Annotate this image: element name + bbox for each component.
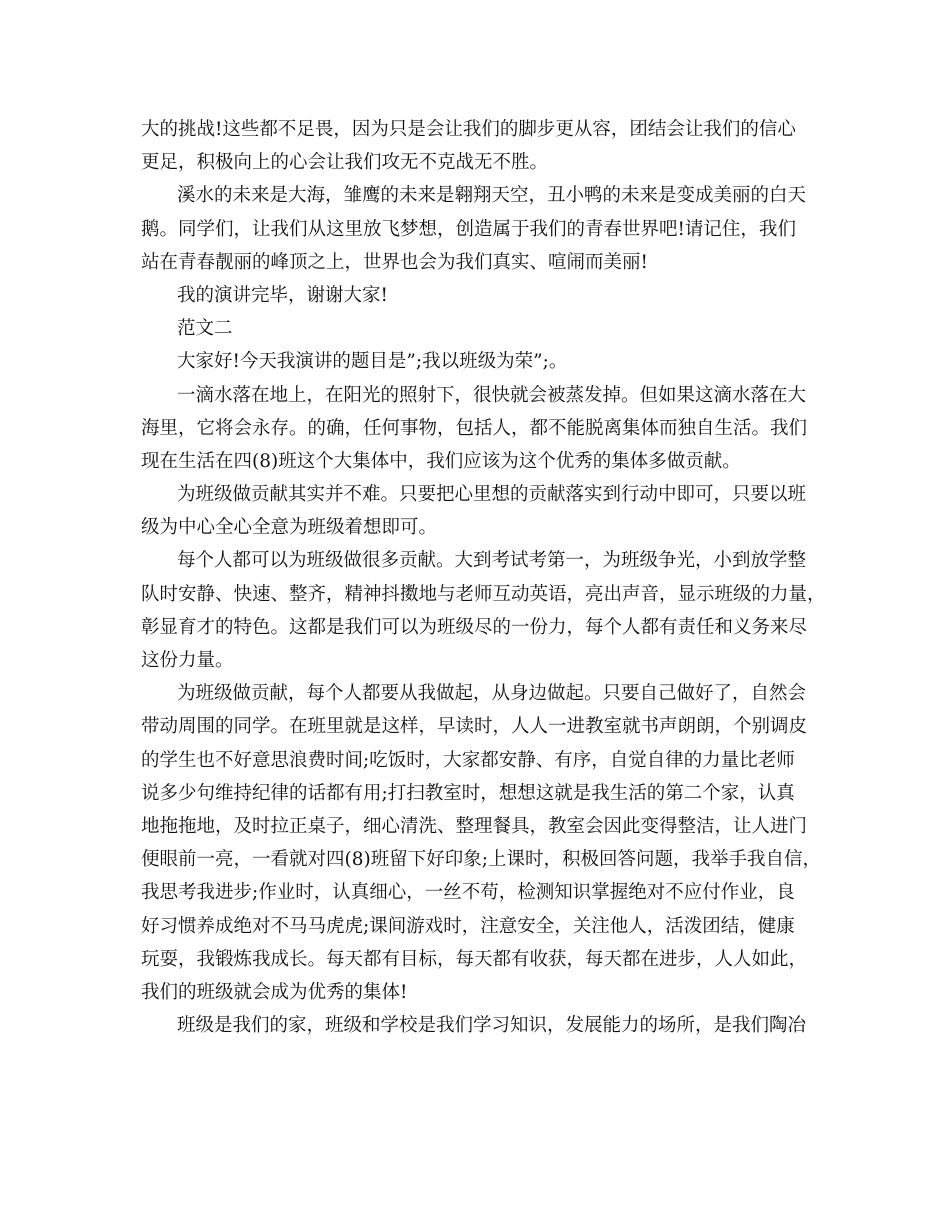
text-line: 范文二 xyxy=(177,318,233,340)
text-line: 我思考我进步;作业时，认真细心，一丝不苟，检测知识掌握绝对不应付作业，良 xyxy=(141,882,795,904)
text-line: 便眼前一亮，一看就对四(8)班留下好印象;上课时，积极回答问题，我举手我自信， xyxy=(141,849,821,871)
text-line: 溪水的未来是大海，雏鹰的未来是翱翔天空，丑小鸭的未来是变成美丽的白天 xyxy=(177,185,807,207)
text-line: 彰显育才的特色。这都是我们可以为班级尽的一份力，每个人都有责任和义务来尽 xyxy=(141,616,808,638)
text-line: 地拖拖地，及时拉正桌子，细心清洗、整理餐具，教室会因此变得整洁，让人进门 xyxy=(141,815,808,837)
text-line: 更足，积极向上的心会让我们攻无不克战无不胜。 xyxy=(141,152,549,174)
text-line: 大的挑战!这些都不足畏，因为只是会让我们的脚步更从容，团结会让我们的信心 xyxy=(141,119,796,140)
text-line: 好习惯养成绝对不马马虎虎;课间游戏时，注意安全，关注他人，活泼团结，健康 xyxy=(141,915,795,937)
text-line: 海里，它将会永存。的确，任何事物，包括人，都不能脱离集体而独自生活。我们 xyxy=(141,417,808,439)
text-line: 大家好!今天我演讲的题目是”;我以班级为荣”;。 xyxy=(177,351,568,373)
text-line: 说多少句维持纪律的话都有用;打扫教室时，想想这就是我生活的第二个家，认真 xyxy=(141,782,795,804)
text-line: 站在青春靓丽的峰顶之上，世界也会为我们真实、喧闹而美丽! xyxy=(141,251,648,273)
text-line: 我们的班级就会成为优秀的集体! xyxy=(141,981,408,1003)
text-line: 玩耍，我锻炼我成长。每天都有目标，每天都有收获，每天都在进步，人人如此， xyxy=(141,948,808,970)
text-line: 的学生也不好意思浪费时间;吃饭时，大家都安静、有序，自觉自律的力量比老师 xyxy=(141,749,795,771)
text-line: 队时安静、快速、整齐，精神抖擞地与老师互动英语，亮出声音，显示班级的力量， xyxy=(141,583,826,605)
text-line: 级为中心全心全意为班级着想即可。 xyxy=(141,517,438,539)
text-line: 每个人都可以为班级做很多贡献。大到考试考第一，为班级争光，小到放学整 xyxy=(177,550,807,572)
text-line: 这份力量。 xyxy=(141,650,234,671)
document-body xyxy=(141,113,831,1042)
text-line: 我的演讲完毕，谢谢大家! xyxy=(177,284,388,306)
text-line: 带动周围的同学。在班里就是这样，早读时，人人一进教室就书声朗朗，个别调皮 xyxy=(141,716,808,738)
text-line: 班级是我们的家，班级和学校是我们学习知识，发展能力的场所，是我们陶冶 xyxy=(177,1015,807,1037)
text-line: 一滴水落在地上，在阳光的照射下，很快就会被蒸发掉。但如果这滴水落在大 xyxy=(177,384,807,406)
text-line: 为班级做贡献，每个人都要从我做起，从身边做起。只要自己做好了，自然会 xyxy=(177,683,807,705)
text-line: 现在生活在四(8)班这个大集体中，我们应该为这个优秀的集体多做贡献。 xyxy=(141,450,741,472)
text-line: 为班级做贡献其实并不难。只要把心里想的贡献落实到行动中即可，只要以班 xyxy=(177,484,807,506)
text-line: 鹅。同学们，让我们从这里放飞梦想，创造属于我们的青春世界吧!请记住，我们 xyxy=(141,218,796,240)
